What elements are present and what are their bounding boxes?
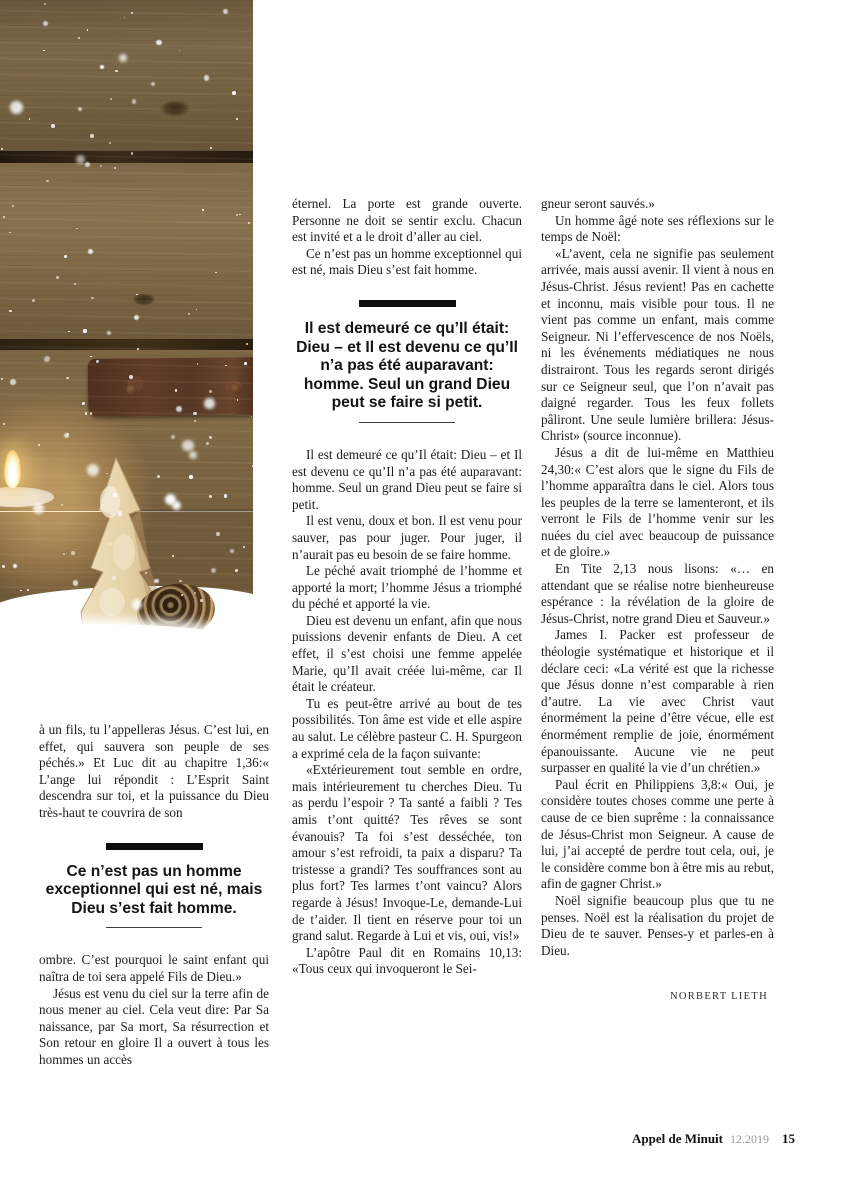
pull-quote [39,843,269,929]
snowflake [197,363,199,365]
paragraph: Il est demeuré ce qu’Il était: Dieu – et Il est devenu ce qu’Il n’a pas été auparavant: homme. Seul un grand Dieu peut se faire si petit. [292,446,522,512]
snowflake [106,473,108,475]
paragraph: Il est venu, doux et bon. Il est venu pour sauver, pas pour juger. Pour juger, il n’aurait pas eu besoin de se faire homme. [292,513,522,562]
snowflake [134,315,139,320]
page-number: 15 [782,1131,795,1146]
snowflake [68,331,70,333]
snowflake [237,399,239,401]
snowflake [124,17,126,19]
paragraph: «L’avent, cela ne signifie pas seulement arrivée, mais aussi avenir. Il vient à nous en Jésus-Christ. Jésus revient! Pas en cachette et inconnu, mais visible pour tous. Il ne vient pas comme un enfant, mais comme Seigneur. Ni l’effervescence de nos Noëls, ni les événements médiatiques ne nous distrairont. Tous les regards seront dirigés sur ce Seigneur seul, que l’on n’avait pas daigné regarder. Tous les feux follets pâliront. Une seule lumière brillera: Jésus-Christ» (source inconnue). [541,245,774,444]
snowflake [118,511,123,516]
snowflake [175,389,178,392]
snowflake [114,167,116,169]
text-column-right [541,196,774,1002]
snowflake [43,21,48,26]
snowflake [74,283,76,285]
snowflake [76,228,78,230]
snowflake [136,294,138,296]
paragraph: Un homme âgé note ses réflexions sur le temps de Noël: [541,212,774,245]
snowflake [216,532,220,536]
snowflake [107,331,111,335]
snowflake [188,313,190,315]
issue-number: 12.2019 [730,1132,769,1146]
snowflake [85,162,90,167]
snowflake [230,549,235,554]
snowflake [44,356,50,362]
snowflake [184,652,186,654]
paragraph: Noël signifie beaucoup plus que tu ne penses. Noël est la réalisation du projet de Dieu de te sauver. Penses-y et parles-en à Dieu. [541,892,774,958]
paragraph: éternel. La porte est grande ouverte. Personne ne doit se sentir exclu. Chacun est invité et a le droit d’aller au ciel. [292,196,522,245]
snowflake [129,375,133,379]
snowflake [38,444,40,446]
snowflake [243,546,245,548]
snowflake [151,82,156,87]
page-footer [632,1131,795,1147]
snowflake [157,475,160,478]
paragraph: Jésus est venu du ciel sur la terre afin de nous mener au ciel. Cela veut dire: Par Sa naissance, par Sa mort, Sa résurrection et Son retour en gloire Il a ouvert à tous les hommes un accès [39,985,269,1067]
snowflake [13,564,18,569]
snowflake [83,329,86,332]
snowflake [76,155,85,164]
snowflake [154,579,158,583]
snowflake [179,50,181,52]
snowflake [33,503,44,514]
snowflake [179,580,182,583]
snowflake [3,423,6,426]
snowflake [235,569,238,572]
paragraph: gneur seront sauvés.» [541,196,655,211]
snowflake [239,214,241,216]
snowflake [10,379,16,385]
pull-quote-top-bar [359,300,456,307]
snowflake [100,165,102,167]
snowflake [189,475,193,479]
paragraph: Jésus a dit de lui-même en Matthieu 24,30:« C’est alors que le signe du Fils de l’homme apparaîtra dans le ciel. Alors tous les peuples de la terre se lamenteront, et ils verront le Fils de l’homme venir sur les nuées du ciel avec beaucoup de puissance et de gloire.» [541,444,774,560]
snowflake [225,365,227,367]
snowflake [40,648,42,650]
snowflake [1,148,3,150]
snowflake [96,360,99,363]
snowflake [194,592,197,595]
snowflake [176,406,182,412]
snowflake [178,629,181,632]
christmas-photo [0,0,253,716]
snowflake [73,580,79,586]
paragraph: «Extérieurement tout semble en ordre, mais intérieurement tu cherches Dieu. Tu as perdu l’espoir ? Ta santé a faibli ? Tes amis t’ont quitté? Tes rêves se sont évanouis? Ta foi s’est desséchée, ton amour s’est refroidi, ta paix a disparu? Ta tristesse a grandi? Tes souffrances sont au plus fort? Tes larmes t’ont vaincu? Alors regarde à Jésus! Invoque-Le, demande-Lui de t’aider. Il tient en réserve pour toi un grand salut. Regarde à Lui et vis, oui, vis!» [292,762,522,944]
snowflake [209,436,212,439]
magazine-title: Appel de Minuit [631,1131,723,1146]
snowflake [109,142,111,144]
snowflake [88,249,93,254]
snowflake [131,12,133,14]
snowflake [200,599,203,602]
snowflake [224,494,227,497]
snowflake [1,378,3,380]
snowflake [165,494,176,505]
paragraph: à un fils, tu l’appelleras Jésus. C’est lui, en effet, qui sauvera son peuple de ses péchés.» Et Luc dit au chapitre 1,36:« L’ange lui répondit : L’Esprit Saint descendra sur toi, et la puissance du Dieu très-haut te couvrira de son [39,722,269,820]
snowflake [110,98,112,100]
snowflake [46,180,49,183]
pull-quote-bottom-rule [359,422,455,423]
snowflake [189,451,197,459]
snowflake [12,205,14,207]
snowflake [87,29,89,31]
snowflake [10,101,23,114]
paragraph: Tu es peut-être arrivé au bout de tes possibilités. Ton âme est vide et elle aspire au salut. Le célèbre pasteur C. H. Spurgeon a exprimé cela de la façon suivante: [292,695,522,761]
snowflake [87,464,99,476]
snowflake [206,442,209,445]
snowflake [131,152,134,155]
snowflake [171,435,175,439]
author-byline: NORBERT LIETH [669,991,768,1003]
snowflake [90,412,92,414]
snowflake [236,214,238,216]
snowflake [63,553,65,555]
pull-quote-text: Il est demeuré ce qu’Il était: Dieu – et Il est devenu ce qu’Il n’a pas été auparavant: homme. Seul un grand Dieu peut se faire si petit. [296,319,518,412]
snowflake [236,118,238,120]
snowflake [172,555,174,557]
snowflake [202,209,204,211]
paragraph: Ce n’est pas un homme exceptionnel qui est né, mais Dieu s’est fait homme. [292,245,522,278]
snowflake [90,134,94,138]
snowflake [29,118,31,120]
snowflake [115,70,117,72]
snowflake [223,9,228,14]
snowflake [204,75,209,80]
paragraph: Paul écrit en Philippiens 3,8:« Oui, je considère toutes choses comme une perte à cause de ce bien suprême : la connaissance de Jésus-Christ mon Seigneur. A cause de lui, j’ai accepté de perdre tout cela, oui, je le considère comme bon à être mis au rebut, afin de gagner Christ.» [541,776,774,892]
snowflake [231,639,235,643]
snowflake [44,3,46,5]
snowflake [90,356,92,358]
snowflake [194,420,196,422]
snowflake [2,565,5,568]
snowflake [145,572,147,574]
pull-quote-text: Ce n’est pas un homme exceptionnel qui est né, mais Dieu s’est fait homme. [45,862,263,917]
snowflake [156,40,162,46]
snowflake [43,50,45,52]
snowflake [109,543,111,545]
snowflake [71,551,75,555]
snowflake [9,310,11,312]
snowflake [32,299,35,302]
snowflake [181,594,183,596]
snowflake [251,416,253,418]
snowflake [244,362,247,365]
snowflake [112,576,116,580]
snowflake [119,54,127,62]
snowflake [51,124,55,128]
snowflakes [0,0,253,716]
snowflake [61,504,63,506]
snowflake [232,91,236,95]
snowflake [113,493,116,496]
snowflake [182,440,193,451]
snowflake [56,276,59,279]
snowflake [20,590,22,592]
snowflake [137,348,139,350]
snowflake [78,37,80,39]
snowflake [215,272,217,274]
snowflake [91,297,94,300]
snowflake [80,599,82,601]
snowflake [18,460,20,462]
paragraph: James I. Packer est professeur de théologie systématique et historique et il déclare ceci: «La vérité est que la richesse que Jésus donne n’est comparable à rien d’autre. La vie avec Christ vaut énormément la peine d’être vécue, elle est énormément remplie de joie, énormément épanouissante. Aucune vie ne peut surpasser en qualité la vie d’un chrétien.» [541,627,774,776]
text-column-left [39,722,269,1069]
snowflake [132,99,136,103]
snowflake [248,222,250,224]
snowflake [211,568,216,573]
snowflake [82,402,85,405]
paragraph: Le péché avait triomphé de l’homme et apporté la mort; l’homme Jésus a triomphé du péché et apporté la vie. [292,563,522,612]
paragraph: ombre. C’est pourquoi le saint enfant qui naîtra de toi sera appelé Fils de Dieu.» [39,952,269,984]
snowflake [209,390,212,393]
pull-quote-bottom-rule [106,927,202,928]
snowflake [150,624,153,627]
snowflake [9,232,11,234]
snowflake [252,465,253,467]
snowflake [66,377,68,379]
pull-quote-top-bar [106,843,203,850]
snowflake [64,255,67,258]
snowflake [196,309,198,311]
snowflake [210,147,213,150]
snowflake [85,412,87,414]
snowflake [132,599,143,610]
snowflake [27,589,29,591]
snowflake [78,107,82,111]
pull-quote [292,300,522,423]
paragraph: Dieu est devenu un enfant, afin que nous puissions devenir enfants de Dieu. A cet effet, il s’est choisi une femme appelée Marie, qu’Il avait créée lui-même, car Il était le créateur. [292,612,522,695]
paragraph: En Tite 2,13 nous lisons: «… en attendant que se réalise notre bienheureuse espérance : la révélation de la gloire de Jésus-Christ, notre grand Dieu et Sauveur.» [541,561,774,626]
text-column-middle [292,196,522,978]
snowflake [193,412,197,416]
snowflake [100,65,104,69]
paragraph: L’apôtre Paul dit en Romains 10,13: «Tous ceux qui invoqueront le Sei- [292,944,522,977]
snowflake [204,398,215,409]
snowflake [3,216,5,218]
snowflake [246,343,248,345]
snowflake [209,495,212,498]
